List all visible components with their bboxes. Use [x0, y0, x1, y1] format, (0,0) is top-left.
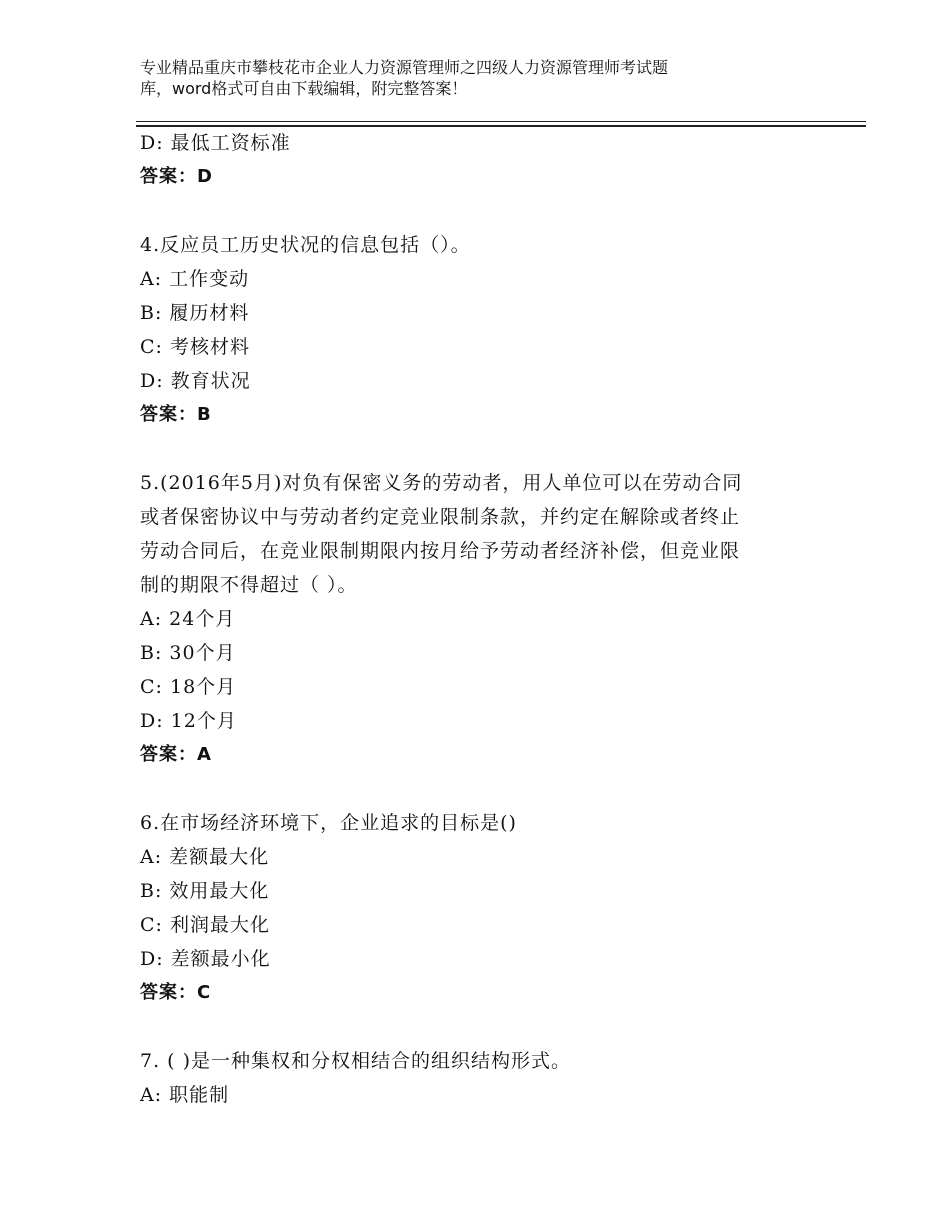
option-a: A: 工作变动 — [140, 268, 250, 290]
option-d: D: 教育状况 — [140, 370, 251, 392]
question-6 — [140, 806, 820, 1010]
option-a: A: 差额最大化 — [140, 846, 270, 868]
option-b: B: 效用最大化 — [140, 880, 270, 902]
question-stem: 4.反应员工历史状况的信息包括（）。 — [140, 234, 471, 256]
option-d: D: 差额最小化 — [140, 948, 271, 970]
option-c: C: 18个月 — [140, 676, 237, 698]
option-c: C: 考核材料 — [140, 336, 250, 358]
header-title-line-2: 库，word格式可自由下载编辑，附完整答案！ — [140, 79, 468, 98]
question-stem-line: 劳动合同后，在竞业限制期限内按月给予劳动者经济补偿，但竞业限 — [140, 540, 741, 562]
option-b: B: 30个月 — [140, 642, 236, 664]
question-7 — [140, 1044, 820, 1112]
question-stem-line: 5.(2016年5月)对负有保密义务的劳动者，用人单位可以在劳动合同 — [140, 472, 743, 494]
question-stem: 6.在市场经济环境下，企业追求的目标是() — [140, 812, 517, 834]
option-d: D: 最低工资标准 — [140, 132, 291, 154]
option-d: D: 12个月 — [140, 710, 237, 732]
option-a: A: 24个月 — [140, 608, 236, 630]
prev-question-tail — [140, 126, 820, 194]
option-c: C: 利润最大化 — [140, 914, 270, 936]
header-divider-thin — [136, 121, 866, 122]
question-stem: 7. ( )是一种集权和分权相结合的组织结构形式。 — [140, 1050, 572, 1072]
answer-line: 答案：B — [140, 404, 212, 425]
question-stem-line: 制的期限不得超过（ ）。 — [140, 574, 358, 596]
option-a: A: 职能制 — [140, 1084, 230, 1106]
option-b: B: 履历材料 — [140, 302, 250, 324]
question-list — [140, 126, 820, 1112]
answer-line: 答案：A — [140, 744, 212, 765]
question-4 — [140, 228, 820, 432]
document-header — [140, 57, 840, 99]
question-5 — [140, 466, 820, 772]
answer-line: 答案：D — [140, 166, 213, 187]
question-stem-line: 或者保密协议中与劳动者约定竞业限制条款，并约定在解除或者终止 — [140, 506, 741, 528]
answer-line: 答案：C — [140, 982, 212, 1003]
question-stem — [140, 466, 820, 602]
header-title-line-1: 专业精品重庆市攀枝花市企业人力资源管理师之四级人力资源管理师考试题 — [140, 58, 669, 77]
